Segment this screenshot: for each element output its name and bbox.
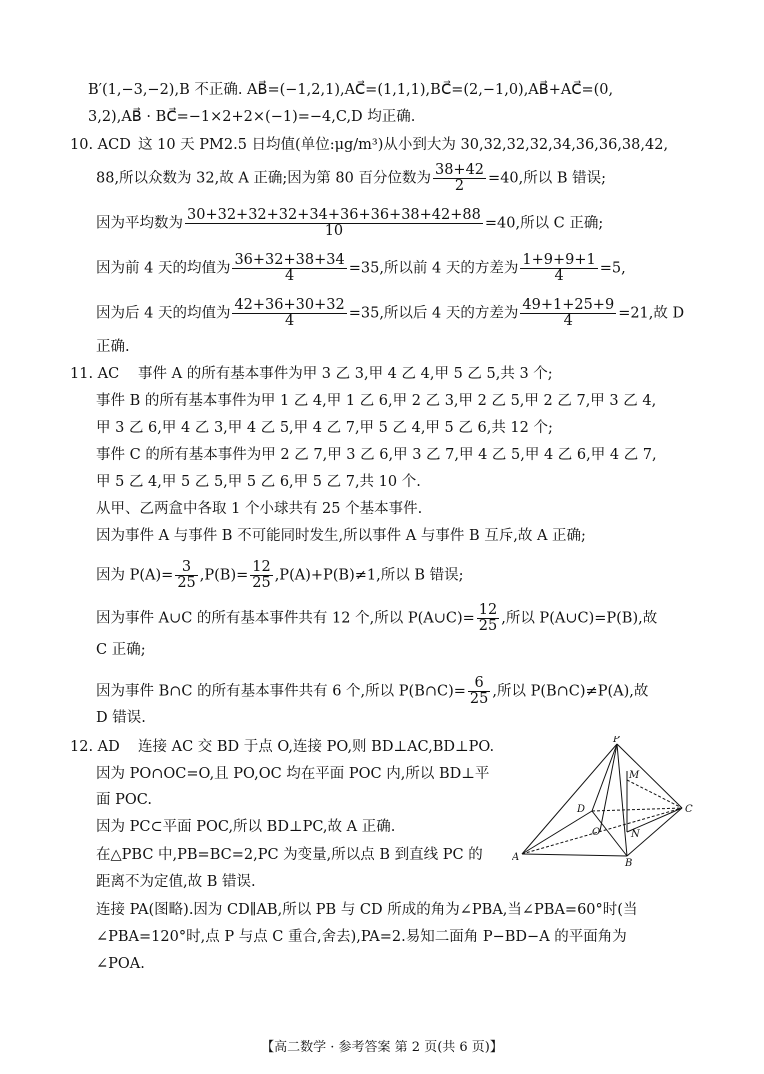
edge-AD (522, 811, 592, 854)
fraction (175, 560, 197, 591)
edge-AB (522, 854, 627, 856)
text-line: 事件 C 的所有基本事件为甲 2 乙 7,甲 3 乙 6,甲 3 乙 7,甲 4 乙 5,甲 4 乙 6,甲 4 乙 7, (96, 447, 657, 463)
dashed-DC (592, 808, 682, 811)
text-line: D 错误. (96, 710, 146, 726)
label-O: O (592, 827, 601, 838)
text-line: 这 10 天 PM2.5 日均值(单位:μg/m³)从小到大为 30,32,32,32,34,36,36,38,42, (138, 137, 669, 153)
fraction (232, 298, 346, 329)
page-footer: 【高二数学 · 参考答案 第 2 页(共 6 页)】 (261, 1040, 503, 1055)
text-line: 在△PBC 中,PB=BC=2,PC 为变量,所以点 B 到直线 PC 的 (96, 847, 483, 863)
fraction (520, 298, 616, 329)
text-line: 因为 PO∩OC=O,且 PO,OC 均在平面 POC 内,所以 BD⊥平 (96, 766, 490, 782)
text-line: ∠PBA=120°时,点 P 与点 C 重合,舍去),PA=2.易知二面角 P−BD−A 的平面角为 (96, 929, 627, 945)
text-line: 事件 A 的所有基本事件为甲 3 乙 3,甲 4 乙 4,甲 5 乙 5,共 3 个; (138, 366, 553, 382)
text-line: ∠POA. (96, 956, 145, 972)
text-line: 正确. (96, 339, 130, 355)
text-line: B′(1,−3,−2),B 不正确. AB⃗=(−1,2,1),AC⃗=(1,1,1),BC⃗=(2,−1,0),AB⃗+AC⃗=(0, (88, 82, 614, 98)
label-B: B (625, 858, 633, 866)
text-span: =35,所以后 4 天的方差为 (348, 305, 519, 322)
dashed-MC (627, 780, 682, 808)
text-line (96, 253, 626, 284)
edge-PA (522, 744, 617, 854)
numerator: 36+32+38+34 (234, 252, 345, 268)
text-span: =40,所以 B 错误; (488, 170, 607, 187)
numerator: 42+36+30+32 (234, 297, 345, 313)
question-number: 12. AD (70, 739, 120, 755)
text-line: 因为 PC⊂平面 POC,所以 BD⊥PC,故 A 正确. (96, 819, 396, 835)
text-span: ,P(A)+P(B)≠1,所以 B 错误; (274, 567, 464, 584)
text-line: 因为事件 A 与事件 B 不可能同时发生,所以事件 A 与事件 B 互斥,故 A 正确; (96, 528, 586, 544)
text-span: =40,所以 C 正确; (484, 215, 604, 232)
label-A: A (512, 852, 520, 863)
text-line (96, 603, 657, 634)
denominator: 4 (554, 268, 564, 284)
pyramid-figure (512, 736, 708, 866)
text-line (96, 560, 463, 591)
text-span: 因为后 4 天的均值为 (96, 305, 231, 322)
fraction (232, 253, 346, 284)
edge-PB (617, 744, 627, 856)
fraction (520, 253, 597, 284)
label-C: C (685, 804, 693, 815)
text-line: 面 POC. (96, 792, 152, 808)
text-line: 甲 5 乙 4,甲 5 乙 5,甲 5 乙 6,甲 5 乙 7,共 10 个. (96, 474, 421, 490)
denominator: 25 (478, 618, 498, 634)
denominator: 10 (324, 223, 344, 239)
denominator: 25 (252, 575, 271, 591)
text-line: 甲 3 乙 6,甲 4 乙 3,甲 4 乙 5,甲 4 乙 7,甲 5 乙 4,甲 5 乙 6,共 12 个; (96, 420, 553, 436)
text-span: 因为事件 A∪C 的所有基本事件共有 12 个,所以 P(A∪C)= (96, 610, 475, 627)
label-N: N (631, 829, 640, 840)
text-line (96, 298, 684, 329)
numerator: 49+1+25+9 (522, 297, 615, 313)
text-line: 事件 B 的所有基本事件为甲 1 乙 4,甲 1 乙 6,甲 2 乙 3,甲 2 乙 5,甲 2 乙 7,甲 3 乙 4, (96, 393, 657, 409)
numerator: 12 (478, 602, 498, 618)
text-span: ,P(B)= (199, 567, 249, 584)
fraction (468, 676, 490, 707)
question-number: 10. ACD (70, 137, 131, 153)
text-span: 因为事件 B∩C 的所有基本事件共有 6 个,所以 P(B∩C)= (96, 683, 466, 700)
numerator: 12 (252, 559, 271, 575)
text-line (96, 676, 648, 707)
text-line: 3,2),AB⃗ · BC⃗=−1×2+2×(−1)=−4,C,D 均正确. (88, 109, 416, 125)
text-span: =35,所以前 4 天的方差为 (348, 260, 519, 277)
text-line: 距离不为定值,故 B 错误. (96, 874, 256, 890)
text-span: 因为 P(A)= (96, 567, 174, 584)
dashed-AC (522, 808, 682, 854)
text-line: 从甲、乙两盒中各取 1 个小球共有 25 个基本事件. (96, 501, 423, 517)
text-line: 连接 PA(图略).因为 CD∥AB,所以 PB 与 CD 所成的角为∠PBA,当∠PBA=60°时(当 (96, 902, 638, 918)
edge-PO (600, 744, 617, 831)
label-M: M (629, 770, 640, 781)
text-span: =21,故 D (618, 305, 685, 322)
numerator: 3 (175, 560, 197, 576)
text-line (96, 163, 606, 194)
denominator: 2 (454, 178, 465, 194)
text-line: C 正确; (96, 642, 146, 658)
label-D: D (577, 804, 586, 815)
text-span: ,所以 P(A∪C)=P(B),故 (501, 610, 658, 627)
question-number: 11. AC (70, 366, 120, 382)
denominator: 4 (284, 268, 295, 284)
numerator: 38+42 (434, 162, 485, 178)
fraction (433, 163, 486, 194)
fraction (250, 560, 272, 591)
numerator: 30+32+32+32+34+36+36+38+42+88 (187, 207, 481, 223)
denominator: 25 (469, 691, 489, 707)
denominator: 4 (284, 313, 295, 329)
text-span: 因为平均数为 (96, 215, 183, 232)
label-P: P (613, 736, 620, 745)
text-span: ,所以 P(B∩C)≠P(A),故 (492, 683, 649, 700)
numerator: 6 (468, 676, 490, 692)
fraction (185, 208, 483, 239)
denominator: 4 (563, 313, 573, 329)
denominator: 25 (177, 575, 196, 591)
numerator: 1+9+9+1 (522, 252, 596, 268)
text-line (96, 208, 603, 239)
text-line: 连接 AC 交 BD 于点 O,连接 PO,则 BD⊥AC,BD⊥PO. (138, 739, 495, 755)
text-span: =5, (599, 260, 626, 277)
text-span: 因为前 4 天的均值为 (96, 260, 231, 277)
text-span: 88,所以众数为 32,故 A 正确;因为第 80 百分位数为 (96, 170, 431, 187)
fraction (477, 603, 499, 634)
edge-PD (592, 744, 617, 811)
